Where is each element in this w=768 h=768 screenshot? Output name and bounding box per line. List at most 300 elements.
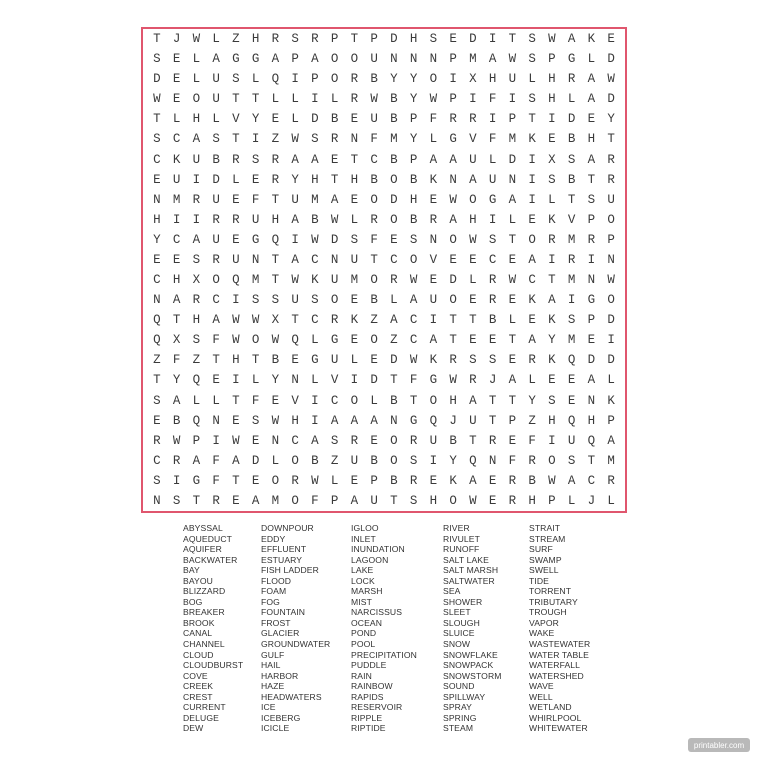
word-list-item: BROOK: [183, 617, 215, 628]
grid-letter: L: [370, 393, 378, 408]
grid-letter: G: [192, 473, 201, 488]
grid-letter: O: [330, 293, 339, 308]
grid-letter: F: [488, 132, 497, 147]
grid-letter: R: [409, 473, 418, 488]
grid-letter: P: [192, 433, 201, 448]
grid-letter: H: [488, 72, 497, 87]
grid-letter: N: [291, 373, 299, 388]
word-list-item: ICICLE: [261, 723, 290, 734]
grid-letter: S: [251, 152, 260, 167]
grid-letter: Q: [587, 433, 596, 448]
grid-letter: A: [409, 293, 418, 308]
grid-letter: U: [350, 252, 359, 267]
grid-letter: C: [311, 313, 319, 328]
grid-letter: A: [548, 293, 556, 308]
word-list-item: WATERSHED: [529, 670, 584, 681]
word-list-item: VAPOR: [529, 617, 559, 628]
word-list-item: RAPIDS: [351, 691, 384, 702]
word-list-item: BAY: [183, 565, 200, 576]
grid-letter: S: [330, 433, 339, 448]
word-list-item: ESTUARY: [261, 554, 303, 565]
grid-letter: L: [488, 152, 497, 167]
grid-letter: U: [251, 212, 260, 227]
grid-letter: S: [153, 393, 161, 408]
grid-letter: M: [271, 493, 280, 508]
word-list-item: ABYSSAL: [183, 523, 223, 533]
grid-letter: W: [449, 192, 457, 207]
grid-letter: K: [607, 393, 615, 408]
word-list-item: CREST: [183, 691, 213, 702]
grid-letter: E: [469, 252, 477, 267]
grid-letter: A: [449, 152, 457, 167]
grid-letter: R: [429, 212, 438, 227]
grid-letter: G: [330, 333, 339, 348]
grid-letter: U: [567, 433, 576, 448]
grid-letter: U: [192, 152, 201, 167]
grid-letter: T: [153, 112, 161, 127]
grid-letter: W: [172, 433, 181, 448]
grid-letter: K: [548, 212, 556, 227]
grid-letter: L: [469, 273, 477, 288]
grid-letter: R: [232, 212, 240, 227]
grid-letter: B: [390, 152, 398, 167]
grid-letter: N: [153, 192, 161, 207]
grid-letter: Y: [548, 333, 556, 348]
grid-letter: E: [607, 32, 615, 47]
grid-letter: U: [429, 433, 438, 448]
grid-letter: I: [172, 473, 181, 488]
grid-letter: W: [311, 232, 319, 247]
grid-letter: B: [370, 72, 378, 87]
grid-letter: R: [488, 433, 497, 448]
grid-letter: O: [330, 52, 339, 67]
grid-letter: M: [311, 192, 319, 207]
grid-letter: M: [251, 273, 260, 288]
grid-letter: Y: [291, 172, 299, 187]
grid-letter: P: [449, 92, 457, 107]
grid-letter: L: [251, 373, 260, 388]
grid-letter: L: [311, 333, 319, 348]
grid-letter: T: [390, 373, 398, 388]
grid-letter: C: [153, 453, 161, 468]
grid-letter: K: [528, 132, 536, 147]
grid-letter: R: [153, 433, 161, 448]
grid-letter: C: [212, 293, 220, 308]
grid-letter: C: [311, 252, 319, 267]
grid-letter: E: [508, 433, 517, 448]
grid-letter: E: [350, 192, 359, 207]
grid-letter: U: [607, 192, 615, 207]
word-list-item: DELUGE: [183, 712, 219, 723]
grid-letter: O: [212, 273, 220, 288]
word-list-item: FOG: [261, 596, 280, 607]
grid-letter: J: [449, 413, 457, 428]
grid-letter: N: [251, 252, 260, 267]
grid-letter: A: [311, 152, 319, 167]
word-list-item: INUNDATION: [351, 544, 405, 555]
grid-letter: W: [469, 493, 477, 508]
grid-letter: I: [311, 413, 319, 428]
grid-letter: O: [251, 333, 260, 348]
grid-letter: I: [508, 92, 517, 107]
word-list-item: ICEBERG: [261, 712, 301, 723]
grid-letter: I: [172, 212, 181, 227]
grid-letter: I: [548, 252, 556, 267]
grid-letter: R: [449, 353, 457, 368]
word-list-item: WELL: [529, 691, 553, 702]
grid-letter: D: [370, 373, 378, 388]
word-list-item: NARCISSUS: [351, 607, 403, 618]
grid-letter: I: [212, 433, 220, 448]
grid-letter: C: [587, 473, 596, 488]
word-list-item: SURF: [529, 544, 553, 555]
grid-letter: E: [172, 92, 181, 107]
grid-letter: L: [429, 132, 438, 147]
grid-letter: P: [587, 212, 596, 227]
grid-letter: X: [172, 333, 181, 348]
grid-letter: O: [429, 72, 438, 87]
grid-letter: O: [192, 92, 201, 107]
word-list-item: CANAL: [183, 628, 213, 639]
grid-letter: R: [212, 252, 220, 267]
grid-letter: X: [192, 273, 201, 288]
grid-letter: Y: [153, 232, 161, 247]
grid-letter: R: [370, 212, 378, 227]
grid-letter: T: [528, 112, 536, 127]
grid-letter: S: [153, 473, 161, 488]
grid-letter: M: [350, 273, 359, 288]
grid-letter: D: [390, 32, 398, 47]
word-list-item: LOCK: [351, 575, 375, 586]
grid-letter: T: [370, 252, 378, 267]
grid-letter: Q: [567, 353, 576, 368]
grid-letter: H: [587, 132, 596, 147]
grid-letter: C: [153, 273, 161, 288]
grid-letter: Z: [153, 353, 161, 368]
grid-letter: S: [409, 453, 418, 468]
word-list-item: RESERVOIR: [351, 702, 403, 713]
grid-letter: T: [232, 473, 240, 488]
grid-letter: L: [390, 293, 398, 308]
grid-letter: Y: [607, 112, 615, 127]
grid-letter: Z: [390, 333, 398, 348]
grid-letter: J: [172, 32, 181, 47]
grid-letter: A: [528, 252, 536, 267]
grid-letter: N: [212, 413, 220, 428]
grid-letter: U: [212, 232, 220, 247]
grid-letter: A: [291, 212, 299, 227]
grid-letter: B: [311, 453, 319, 468]
grid-letter: U: [370, 493, 378, 508]
grid-letter: B: [370, 293, 378, 308]
grid-letter: K: [429, 172, 438, 187]
grid-letter: O: [350, 52, 359, 67]
grid-letter: U: [370, 52, 378, 67]
grid-letter: T: [469, 313, 477, 328]
grid-letter: E: [350, 473, 359, 488]
grid-letter: E: [232, 232, 240, 247]
word-list-item: CLOUD: [183, 649, 214, 660]
grid-letter: J: [488, 373, 497, 388]
word-list-item: HARBOR: [261, 670, 299, 681]
grid-letter: R: [330, 313, 339, 328]
grid-letter: U: [291, 293, 299, 308]
grid-letter: R: [607, 152, 615, 167]
grid-letter: A: [291, 152, 299, 167]
grid-letter: E: [390, 232, 398, 247]
word-list-item: INLET: [351, 533, 376, 544]
word-list-item: CLOUDBURST: [183, 660, 244, 671]
grid-letter: G: [587, 293, 596, 308]
grid-letter: L: [607, 373, 615, 388]
word-list-item: SNOWSTORM: [443, 670, 502, 681]
grid-letter: N: [587, 393, 596, 408]
word-list-item: LAKE: [351, 565, 374, 576]
grid-letter: B: [311, 212, 319, 227]
grid-letter: V: [330, 373, 339, 388]
grid-letter: L: [330, 473, 339, 488]
grid-letter: Y: [409, 92, 418, 107]
grid-letter: N: [429, 232, 438, 247]
grid-letter: T: [587, 453, 596, 468]
grid-letter: R: [488, 273, 497, 288]
grid-letter: T: [271, 273, 280, 288]
grid-letter: G: [409, 413, 418, 428]
grid-letter: I: [488, 112, 497, 127]
grid-letter: N: [409, 52, 418, 67]
grid-letter: C: [172, 232, 181, 247]
grid-letter: T: [192, 493, 201, 508]
grid-letter: S: [153, 132, 161, 147]
grid-letter: U: [330, 273, 339, 288]
grid-letter: S: [192, 252, 201, 267]
grid-letter: B: [370, 172, 378, 187]
grid-letter: H: [251, 32, 260, 47]
grid-letter: K: [528, 293, 536, 308]
grid-letter: E: [508, 353, 517, 368]
grid-letter: N: [390, 413, 398, 428]
grid-letter: P: [607, 232, 615, 247]
grid-letter: H: [548, 72, 556, 87]
grid-letter: I: [429, 453, 438, 468]
grid-letter: L: [528, 72, 536, 87]
grid-letter: R: [488, 293, 497, 308]
grid-letter: L: [212, 32, 220, 47]
grid-letter: A: [251, 493, 260, 508]
grid-letter: D: [251, 453, 260, 468]
grid-letter: L: [528, 373, 536, 388]
grid-letter: L: [271, 453, 280, 468]
grid-letter: D: [390, 192, 398, 207]
grid-letter: O: [291, 493, 299, 508]
grid-letter: P: [607, 413, 615, 428]
word-list-item: BACKWATER: [183, 554, 238, 565]
grid-letter: H: [528, 493, 536, 508]
grid-letter: B: [409, 212, 418, 227]
grid-letter: N: [153, 293, 161, 308]
word-list-item: BOG: [183, 596, 203, 607]
word-list-item: CURRENT: [183, 702, 226, 713]
grid-letter: S: [409, 493, 418, 508]
grid-letter: B: [528, 473, 536, 488]
grid-letter: E: [232, 192, 240, 207]
grid-letter: G: [251, 232, 260, 247]
grid-letter: N: [508, 172, 517, 187]
grid-letter: J: [587, 493, 596, 508]
grid-letter: E: [172, 72, 181, 87]
word-list-item: SALT LAKE: [443, 554, 489, 565]
grid-letter: Y: [528, 393, 536, 408]
grid-letter: H: [548, 92, 556, 107]
grid-letter: D: [587, 353, 596, 368]
word-list-item: BLIZZARD: [183, 586, 226, 597]
grid-letter: P: [449, 52, 457, 67]
grid-letter: O: [409, 252, 418, 267]
grid-letter: A: [192, 232, 201, 247]
grid-letter: U: [291, 192, 299, 207]
grid-letter: D: [469, 32, 477, 47]
grid-letter: Q: [567, 413, 576, 428]
grid-letter: T: [291, 313, 299, 328]
word-list-item: WETLAND: [529, 702, 572, 713]
grid-letter: E: [350, 333, 359, 348]
grid-letter: R: [528, 353, 536, 368]
grid-letter: S: [567, 453, 576, 468]
grid-letter: F: [409, 373, 418, 388]
grid-letter: P: [587, 313, 596, 328]
grid-letter: E: [232, 413, 240, 428]
grid-letter: F: [528, 433, 536, 448]
grid-letter: X: [548, 152, 556, 167]
grid-letter: W: [153, 92, 161, 107]
word-list-item: FOAM: [261, 586, 287, 597]
word-list-item: AQUIFER: [183, 544, 222, 555]
grid-letter: V: [469, 132, 477, 147]
grid-letter: T: [469, 433, 477, 448]
grid-letter: G: [232, 52, 240, 67]
grid-letter: R: [508, 473, 517, 488]
grid-letter: O: [607, 293, 615, 308]
grid-letter: A: [528, 333, 536, 348]
grid-letter: L: [192, 52, 201, 67]
grid-letter: Q: [291, 333, 299, 348]
grid-letter: R: [350, 433, 359, 448]
grid-letter: E: [587, 333, 596, 348]
grid-letter: T: [153, 373, 161, 388]
grid-letter: L: [548, 192, 556, 207]
grid-letter: A: [587, 152, 596, 167]
grid-letter: R: [449, 112, 457, 127]
word-list-item: DOWNPOUR: [261, 523, 314, 533]
grid-letter: K: [172, 152, 181, 167]
grid-letter: B: [212, 152, 220, 167]
grid-letter: D: [330, 232, 339, 247]
grid-letter: I: [528, 172, 536, 187]
grid-letter: F: [508, 453, 517, 468]
grid-letter: K: [449, 473, 457, 488]
grid-letter: W: [251, 313, 260, 328]
grid-letter: M: [567, 273, 576, 288]
grid-letter: A: [330, 192, 339, 207]
grid-letter: D: [607, 313, 615, 328]
grid-letter: S: [528, 52, 536, 67]
grid-letter: B: [488, 313, 497, 328]
grid-letter: E: [429, 192, 438, 207]
word-list-item: LAGOON: [351, 554, 389, 565]
grid-letter: P: [311, 72, 319, 87]
grid-letter: H: [153, 212, 161, 227]
grid-letter: Q: [271, 232, 280, 247]
grid-letter: D: [508, 152, 517, 167]
grid-letter: O: [548, 453, 556, 468]
grid-letter: T: [212, 353, 220, 368]
grid-letter: I: [469, 92, 477, 107]
grid-letter: E: [488, 333, 497, 348]
grid-letter: D: [153, 72, 161, 87]
grid-letter: E: [587, 112, 596, 127]
grid-letter: O: [370, 333, 378, 348]
word-list-item: RUNOFF: [443, 544, 480, 555]
grid-letter: A: [587, 373, 596, 388]
grid-letter: A: [429, 152, 438, 167]
word-list-item: RIPTIDE: [351, 723, 386, 734]
grid-letter: H: [548, 413, 556, 428]
grid-letter: O: [370, 192, 378, 207]
grid-letter: U: [212, 92, 220, 107]
grid-letter: O: [469, 192, 477, 207]
grid-letter: B: [390, 393, 398, 408]
word-list-item: WHIRLPOOL: [529, 712, 582, 723]
grid-letter: Z: [271, 132, 280, 147]
word-list-item: SWAMP: [529, 554, 562, 565]
grid-letter: Y: [390, 72, 398, 87]
grid-letter: R: [508, 493, 517, 508]
word-list-item: FLOOD: [261, 575, 292, 586]
word-list-item: EDDY: [261, 533, 286, 544]
grid-letter: N: [449, 172, 457, 187]
grid-letter: N: [607, 252, 615, 267]
grid-letter: A: [488, 52, 497, 67]
grid-letter: H: [271, 212, 280, 227]
word-list-item: GROUNDWATER: [261, 639, 331, 650]
grid-letter: E: [567, 393, 576, 408]
grid-letter: E: [153, 172, 161, 187]
grid-letter: P: [370, 32, 378, 47]
grid-letter: M: [508, 132, 517, 147]
grid-letter: N: [330, 252, 339, 267]
grid-letter: G: [449, 132, 457, 147]
grid-letter: M: [390, 132, 398, 147]
grid-letter: O: [449, 232, 457, 247]
watermark: printabler.com: [688, 738, 750, 752]
grid-letter: T: [271, 252, 280, 267]
grid-letter: A: [587, 72, 596, 87]
grid-letter: U: [469, 152, 477, 167]
grid-letter: C: [330, 393, 339, 408]
grid-letter: U: [429, 293, 438, 308]
grid-letter: S: [311, 132, 319, 147]
word-list-item: GLACIER: [261, 628, 300, 639]
grid-letter: E: [232, 493, 240, 508]
grid-letter: N: [350, 132, 359, 147]
grid-letter: L: [607, 493, 615, 508]
grid-letter: S: [291, 32, 299, 47]
word-list-item: HAIL: [261, 660, 281, 671]
grid-letter: Y: [409, 132, 418, 147]
grid-letter: V: [567, 212, 576, 227]
grid-letter: A: [370, 413, 378, 428]
grid-letter: M: [607, 453, 615, 468]
